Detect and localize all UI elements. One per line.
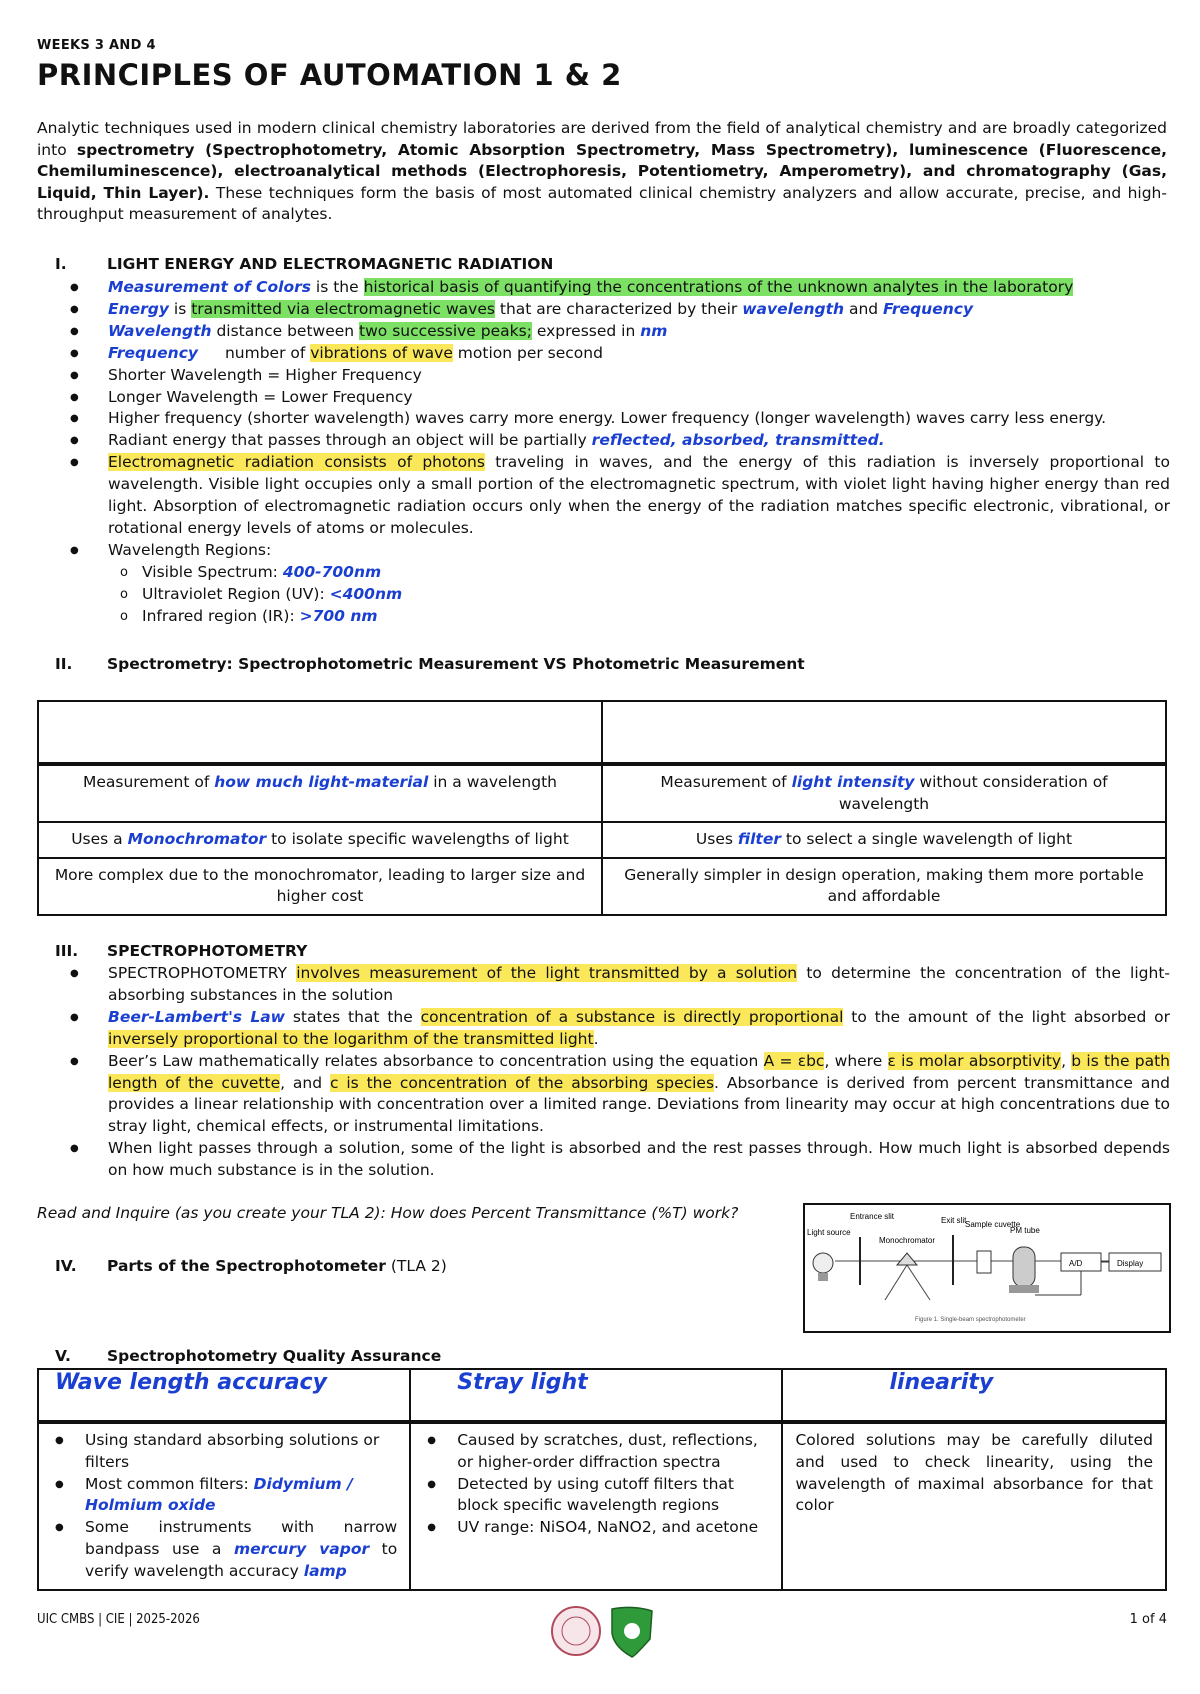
page-number: 1 of 4 bbox=[1129, 1612, 1167, 1627]
section-4-number: IV. bbox=[55, 1257, 77, 1275]
figure-caption: Figure 1. Single-beam spectrophotometer bbox=[915, 1317, 1026, 1323]
list-item bbox=[70, 1051, 1170, 1139]
table-row bbox=[38, 764, 1166, 822]
ad-label: A/D bbox=[1069, 1259, 1083, 1268]
section-3-list bbox=[70, 963, 1170, 1182]
handwritten-note: mercury vapor bbox=[233, 1539, 370, 1558]
section-3-number: III. bbox=[55, 942, 79, 960]
measurement-comparison-table bbox=[37, 700, 1167, 916]
pm-tube-base bbox=[1009, 1285, 1039, 1293]
list-item bbox=[70, 430, 1170, 452]
table-header-cell: Wave length accuracy bbox=[38, 1369, 410, 1422]
section-3-heading bbox=[55, 942, 307, 960]
crest-inner bbox=[624, 1623, 640, 1639]
handwritten-note: Beer-Lambert's Law bbox=[108, 1007, 285, 1026]
page-title: PRINCIPLES OF AUTOMATION 1 & 2 bbox=[37, 58, 622, 92]
text: Uses a bbox=[71, 830, 128, 848]
stray-light-list bbox=[423, 1430, 769, 1539]
section-4-suffix: (TLA 2) bbox=[385, 1257, 447, 1275]
text: expressed in bbox=[531, 321, 641, 340]
text: to verify wavelength accuracy bbox=[85, 1539, 398, 1580]
list-item: ● Using standard absorbing solutions or filters bbox=[51, 1430, 397, 1474]
handwritten-note: reflected, absorbed, transmitted. bbox=[591, 431, 885, 450]
list-item bbox=[70, 321, 1170, 343]
text: SPECTROPHOTOMETRY bbox=[108, 964, 297, 982]
handwritten-note: how much light-material bbox=[214, 773, 429, 791]
text: is the bbox=[315, 278, 364, 296]
section-1-title: LIGHT ENERGY AND ELECTROMAGNETIC RADIATION bbox=[107, 255, 554, 273]
handwritten-note: filter bbox=[737, 830, 781, 848]
diagram-svg bbox=[805, 1205, 1169, 1331]
list-item bbox=[70, 540, 1170, 628]
text: Measurement of bbox=[83, 773, 215, 791]
text: Beer’s Law mathematically relates absorbance to concentration using the equation bbox=[108, 1051, 764, 1070]
handwritten-note: Monochromator bbox=[127, 830, 267, 848]
table-cell bbox=[410, 1422, 782, 1590]
table-cell bbox=[602, 822, 1166, 858]
highlight-green: historical basis of quantifying the concentrations of the unknown analytes in the laboratory bbox=[363, 278, 1074, 296]
table-header-cell bbox=[38, 701, 602, 764]
highlight-yellow: c is the concentration of the absorbing species bbox=[329, 1073, 715, 1092]
list-item bbox=[51, 1474, 397, 1518]
list-item: ● UV range: NiSO4, NaNO2, and acetone bbox=[423, 1517, 769, 1539]
list-item bbox=[70, 277, 1170, 299]
section-2-heading bbox=[55, 655, 805, 673]
section-4-heading bbox=[55, 1257, 447, 1275]
text: to isolate specific wavelengths of light bbox=[266, 830, 569, 848]
highlight-yellow: inversely proportional to the logarithm of the transmitted light bbox=[108, 1029, 594, 1048]
handwritten-note: light intensity bbox=[791, 773, 915, 791]
section-3-title: SPECTROPHOTOMETRY bbox=[107, 942, 308, 960]
list-item: ● When light passes through a solution, some of the light is absorbed and the rest passes through. How much light is absorbed depends on how much substance is in the solution. bbox=[70, 1138, 1170, 1182]
section-5-number: V. bbox=[55, 1347, 71, 1365]
table-row bbox=[38, 858, 1166, 915]
dispersed-ray bbox=[885, 1265, 907, 1300]
text: and bbox=[844, 299, 884, 318]
text: states that the bbox=[285, 1007, 421, 1026]
section-1-heading bbox=[55, 255, 553, 273]
text: number of bbox=[220, 343, 311, 362]
text: without consideration of wavelength bbox=[838, 773, 1108, 813]
table-header-row bbox=[38, 701, 1166, 764]
text: that are characterized by their bbox=[494, 299, 743, 318]
section-1-number: I. bbox=[55, 255, 67, 273]
highlight-yellow: involves measurement of the light transmitted by a solution bbox=[296, 964, 798, 982]
text: Wavelength Regions: bbox=[108, 540, 272, 559]
section-2-number: II. bbox=[55, 655, 73, 673]
table-header-cell: linearity bbox=[782, 1369, 1166, 1422]
text: is bbox=[168, 299, 192, 318]
section-5-title: Spectrophotometry Quality Assurance bbox=[107, 1347, 442, 1365]
bulb-base bbox=[818, 1273, 828, 1281]
text: in a wavelength bbox=[428, 773, 557, 791]
text: , where bbox=[824, 1051, 888, 1070]
handwritten-note: wavelength bbox=[742, 299, 845, 318]
list-item: ● Shorter Wavelength = Higher Frequency bbox=[70, 365, 1170, 387]
text: Most common filters: bbox=[85, 1474, 254, 1493]
highlight-yellow: Electromagnetic radiation consists of photons bbox=[108, 453, 485, 472]
handwritten-note: Energy bbox=[108, 299, 169, 318]
section-2-title: Spectrometry: Spectrophotometric Measurement VS Photometric Measurement bbox=[107, 655, 805, 673]
prism-icon bbox=[897, 1253, 917, 1265]
table-row bbox=[38, 1422, 1166, 1590]
list-item: ● Detected by using cutoff filters that block specific wavelength regions bbox=[423, 1474, 769, 1518]
list-item: ● Caused by scratches, dust, reflections, or higher-order diffraction spectra bbox=[423, 1430, 769, 1474]
pm-tube-label: PM tube bbox=[1010, 1226, 1040, 1235]
list-item bbox=[51, 1517, 397, 1582]
table-cell: Colored solutions may be carefully diluted and used to check linearity, using the wavelength of maximal absorbance for that color bbox=[782, 1422, 1166, 1590]
table-cell: More complex due to the monochromator, leading to larger size and higher cost bbox=[38, 858, 602, 915]
handwritten-note: 400-700nm bbox=[282, 562, 382, 581]
list-item bbox=[70, 963, 1170, 1007]
handwritten-note: Frequency bbox=[883, 299, 974, 318]
highlight-yellow: A = εbc bbox=[763, 1051, 825, 1070]
table-cell bbox=[38, 822, 602, 858]
text: to the amount of the light absorbed or bbox=[843, 1007, 1170, 1026]
intro-paragraph bbox=[37, 118, 1167, 226]
table-cell bbox=[602, 764, 1166, 822]
handwritten-note: nm bbox=[640, 321, 668, 340]
highlight-yellow: ε is molar absorptivity bbox=[887, 1051, 1062, 1070]
footer-logos bbox=[548, 1603, 658, 1659]
text: Uses bbox=[695, 830, 738, 848]
text: Radiant energy that passes through an object will be partially bbox=[108, 431, 592, 450]
handwritten-note: lamp bbox=[303, 1561, 347, 1580]
pm-tube-icon bbox=[1013, 1247, 1035, 1287]
light-bulb-icon bbox=[813, 1253, 833, 1273]
handwritten-note: Frequency bbox=[108, 343, 199, 362]
intro-bold: spectrometry (Spectrophotometry, Atomic Absorption Spectrometry, Mass Spectrometry), luminescence (Fluorescence, Chemiluminescence), electroanalytical methods (Electrophoresis, Potentiometry, Amperometry), and chromatography (Gas, Liquid, Thin Layer). bbox=[37, 140, 1167, 202]
entrance-slit-label: Entrance slit bbox=[850, 1212, 895, 1221]
text: . bbox=[593, 1029, 599, 1048]
table-header-row bbox=[38, 1369, 1166, 1422]
text: , bbox=[1061, 1051, 1072, 1070]
handwritten-note: Didymium / Holmium oxide bbox=[85, 1474, 353, 1515]
list-item bbox=[70, 1007, 1170, 1051]
handwritten-note: >700 nm bbox=[299, 606, 378, 625]
light-source-label: Light source bbox=[807, 1228, 851, 1237]
highlight-yellow: b is the path length of the cuvette bbox=[108, 1051, 1171, 1092]
table-row bbox=[38, 822, 1166, 858]
weeks-label: WEEKS 3 AND 4 bbox=[37, 38, 156, 53]
read-and-inquire: Read and Inquire (as you create your TLA 2): How does Percent Transmittance (%T) work? bbox=[37, 1204, 739, 1222]
handwritten-note: Measurement of Colors bbox=[108, 278, 311, 296]
text: distance between bbox=[211, 321, 360, 340]
wavelength-regions-list bbox=[108, 562, 1170, 628]
intro-text-1: Analytic techniques used in modern clinical chemistry laboratories are derived from the field of analytical chemistry and are broadly categorized into bbox=[37, 119, 1167, 159]
list-item bbox=[70, 452, 1170, 540]
table-header-cell: Stray light bbox=[410, 1369, 782, 1422]
monochromator-label: Monochromator bbox=[879, 1236, 936, 1245]
section-5-heading bbox=[55, 1347, 441, 1365]
logo-svg bbox=[548, 1603, 658, 1659]
text: to select a single wavelength of light bbox=[780, 830, 1073, 848]
dispersed-ray bbox=[907, 1265, 930, 1300]
text: motion per second bbox=[452, 343, 603, 362]
sub-list-item bbox=[108, 562, 1170, 584]
highlight-green: two successive peaks; bbox=[359, 321, 532, 340]
display-label: Display bbox=[1117, 1259, 1144, 1268]
text: to determine the concentration of the light-absorbing substances in the solution bbox=[108, 964, 1170, 1004]
table-cell: Generally simpler in design operation, making them more portable and affordable bbox=[602, 858, 1166, 915]
table-header-cell bbox=[602, 701, 1166, 764]
text: . Absorbance is derived from percent transmittance and provides a linear relationship with concentration over a limited range. Deviations from linearity may occur at high concentrations due to stray light, chemical effects, or instrumental limitations. bbox=[108, 1073, 1170, 1136]
highlight-green: transmitted via electromagnetic waves bbox=[191, 299, 495, 318]
text: Ultraviolet Region (UV): bbox=[142, 584, 325, 603]
handwritten-note: Wavelength bbox=[108, 321, 212, 340]
text: Infrared region (IR): bbox=[142, 606, 295, 625]
handwritten-note: <400nm bbox=[329, 584, 403, 603]
table-cell bbox=[38, 1422, 410, 1590]
wavelength-accuracy-list bbox=[51, 1430, 397, 1583]
section-4-title: Parts of the Spectrophotometer bbox=[107, 1257, 386, 1275]
list-item: ● Higher frequency (shorter wavelength) waves carry more energy. Lower frequency (longer wavelength) waves carry less energy. bbox=[70, 408, 1170, 430]
highlight-yellow: vibrations of wave bbox=[310, 343, 453, 362]
sub-list-item bbox=[108, 584, 1170, 606]
text: Visible Spectrum: bbox=[142, 562, 278, 581]
exit-slit-label: Exit slit bbox=[941, 1216, 967, 1225]
section-1-list bbox=[70, 277, 1170, 628]
text: , and bbox=[280, 1073, 330, 1092]
list-item bbox=[70, 299, 1170, 321]
university-seal-logo bbox=[552, 1607, 600, 1655]
list-item: ● Longer Wavelength = Lower Frequency bbox=[70, 387, 1170, 409]
quality-assurance-table bbox=[37, 1368, 1167, 1591]
table-cell bbox=[38, 764, 602, 822]
text: Measurement of bbox=[660, 773, 792, 791]
intro-text-2: These techniques form the basis of most automated clinical chemistry analyzers and allow accurate, precise, and high-throughput measurement of analytes. bbox=[37, 183, 1167, 223]
spectrophotometer-diagram bbox=[803, 1203, 1171, 1333]
text: traveling in waves, and the energy of this radiation is inversely proportional to wavelength. Visible light occupies only a small portion of the electromagnetic spectrum, with violet light having higher energy than red light. Absorption of electromagnetic radiation occurs only when the energy of the radiation matches specific electronic, vibrational, or rotational energy levels of atoms or molecules. bbox=[108, 453, 1170, 537]
highlight-yellow: concentration of a substance is directly proportional bbox=[420, 1007, 844, 1026]
text: Some instruments with narrow bandpass use a bbox=[85, 1518, 398, 1558]
cuvette-icon bbox=[977, 1251, 991, 1273]
footer-left: UIC CMBS | CIE | 2025-2026 bbox=[37, 1612, 200, 1627]
sub-list-item bbox=[108, 606, 1170, 628]
list-item bbox=[70, 343, 1170, 365]
sample-cuvette-label: Sample cuvette bbox=[965, 1220, 1021, 1229]
